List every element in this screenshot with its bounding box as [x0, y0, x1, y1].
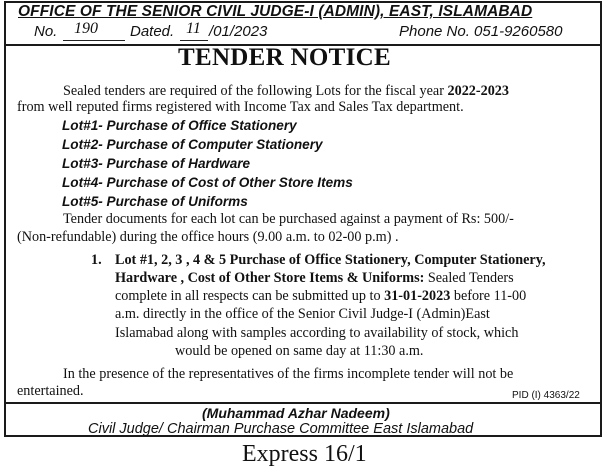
date-label: Dated.	[130, 23, 175, 40]
signature-divider	[4, 402, 602, 404]
closing-line-2: entertained.	[17, 383, 84, 399]
item-line-2	[115, 270, 514, 287]
item-line-6: would be opened on same day at 11:30 a.m.	[175, 343, 424, 359]
lot-2: Lot#2- Purchase of Computer Stationery	[62, 137, 323, 152]
notice-title: TENDER NOTICE	[178, 44, 391, 71]
item-deadline-time: before 11-00	[450, 288, 527, 304]
intro-line-1	[63, 83, 509, 100]
signatory-name: (Muhammad Azhar Nadeem)	[202, 405, 390, 421]
item-line-3	[115, 288, 526, 305]
intro-text: Sealed tenders are required of the following Lots for the fiscal year	[63, 83, 448, 99]
item-number: 1.	[91, 252, 102, 268]
lot-1: Lot#1- Purchase of Office Stationery	[62, 118, 297, 133]
newspaper-source: Express 16/1	[242, 441, 367, 467]
office-heading: OFFICE OF THE SENIOR CIVIL JUDGE-I (ADMIN), EAST, ISLAMABAD	[18, 3, 533, 20]
lot-4: Lot#4- Purchase of Cost of Other Store Items	[62, 175, 353, 190]
item-line-1: Lot #1, 2, 3 , 4 & 5 Purchase of Office Stationery, Computer Stationery,	[115, 252, 546, 268]
reference-number-value: 190	[74, 20, 98, 37]
lot-5: Lot#5- Purchase of Uniforms	[62, 194, 248, 209]
signatory-designation: Civil Judge/ Chairman Purchase Committee East Islamabad	[88, 421, 474, 437]
payment-line-2: (Non-refundable) during the office hours (9.00 a.m. to 02-00 p.m) .	[17, 229, 399, 245]
item-lots-summary: Hardware , Cost of Other Store Items & Uniforms:	[115, 270, 425, 286]
intro-line-2: from well reputed firms registered with Income Tax and Sales Tax department.	[17, 99, 464, 115]
item-line-5: Islamabad along with samples according to availability of stock, which	[115, 325, 519, 341]
item-sealed-tenders: Sealed Tenders	[424, 270, 514, 286]
item-line-4: a.m. directly in the office of the Senior Civil Judge-I (Admin)East	[115, 306, 490, 322]
reference-number-label: No.	[34, 23, 58, 40]
date-rest: /01/2023	[209, 23, 268, 40]
phone-number: Phone No. 051-9260580	[399, 23, 563, 40]
lot-3: Lot#3- Purchase of Hardware	[62, 156, 251, 171]
submission-deadline: 31-01-2023	[384, 288, 451, 304]
closing-line-1: In the presence of the representatives of the firms incomplete tender will not be	[63, 366, 514, 382]
pid-number: PID (I) 4363/22	[512, 390, 580, 401]
payment-line-1: Tender documents for each lot can be purchased against a payment of Rs: 500/-	[63, 211, 514, 227]
item-submission-text: complete in all respects can be submitted up to	[115, 288, 385, 304]
date-day: 11	[186, 20, 201, 37]
fiscal-year: 2022-2023	[447, 83, 509, 99]
